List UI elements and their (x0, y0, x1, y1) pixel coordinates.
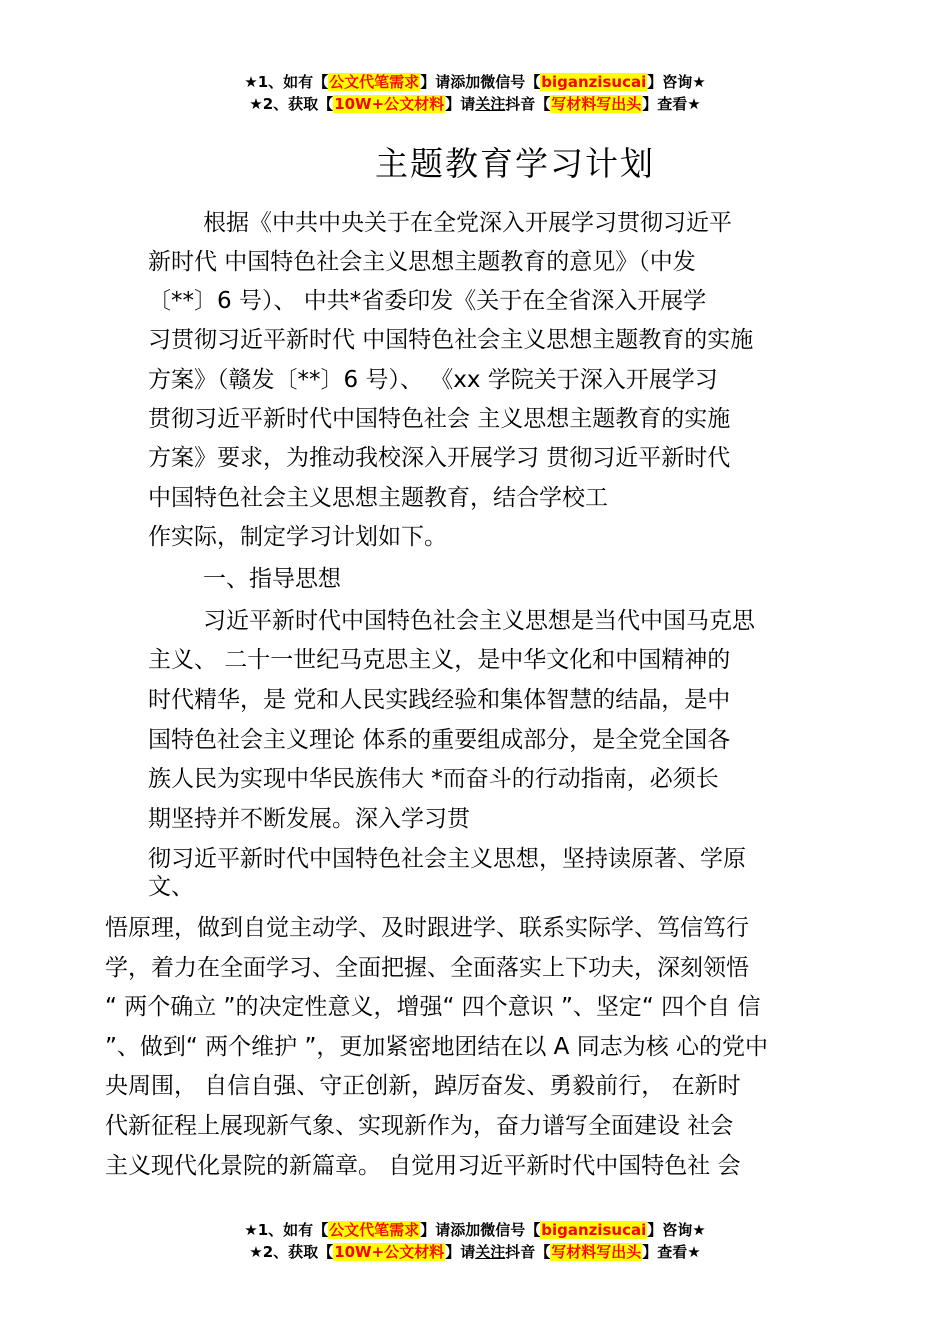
body-line: 彻习近平新时代中国特色社会主义思想，坚持读原著、学原 (148, 846, 746, 872)
body-line: 央周围， 自信自强、守正创新，踔厉奋发、勇毅前行， 在新时 (105, 1073, 741, 1099)
body-line: 主义现代化景院的新篇章。 自觉用习近平新时代中国特色社 会 (105, 1153, 741, 1179)
body-line: 代新征程上展现新气象、实现新作为，奋力谱写全面建设 社会 (105, 1113, 734, 1139)
body-line: 悟原理，做到自觉主动学、及时跟进学、联系实际学、笃信笃行 (105, 915, 749, 941)
body-line: 习近平新时代中国特色社会主义思想是当代中国马克思 (203, 608, 755, 634)
banner-line-1 (0, 71, 950, 93)
body-line: 贯彻习近平新时代中国特色社会 主义思想主题教育的实施 (148, 406, 731, 432)
body-line: “ 两个确立 ”的决定性意义，增强“ 四个意识 ”、坚定“ 四个自 信 (105, 994, 761, 1020)
banner-highlight-wechat: biganzisucai (541, 1221, 647, 1239)
banner-text: 】咨询★ (647, 1221, 706, 1239)
body-line: 新时代 中国特色社会主义思想主题教育的意见》（中发 (148, 249, 696, 275)
body-line: 〔**〕6 号）、 中共*省委印发《关于在全省深入开展学 (148, 288, 707, 314)
banner-highlight-wechat: biganzisucai (541, 73, 647, 91)
banner-highlight-materials: 10W+公文材料 (334, 1243, 445, 1261)
body-line: 方案》要求，为推动我校深入开展学习 贯彻习近平新时代 (148, 445, 731, 471)
body-line: 作实际，制定学习计划如下。 (148, 524, 447, 550)
banner-highlight-douyin: 写材料写出头 (551, 95, 642, 113)
body-line: 习贯彻习近平新时代 中国特色社会主义思想主题教育的实施 (148, 327, 754, 353)
body-line: 国特色社会主义理论 体系的重要组成部分，是全党全国各 (148, 727, 731, 753)
banner-highlight-service: 公文代笔需求 (329, 1221, 420, 1239)
banner-text: 】请添加微信号【 (420, 73, 541, 91)
body-line: 文、 (148, 874, 194, 900)
body-line: 根据《中共中央关于在全党深入开展学习贯彻习近平 (203, 210, 732, 236)
banner-text: 】咨询★ (647, 73, 706, 91)
banner-text: 抖音【 (505, 95, 551, 113)
body-line: 方案》（赣发〔**〕6 号）、 《xx 学院关于深入开展学习 (148, 367, 718, 393)
body-line: 中国特色社会主义思想主题教育，结合学校工 (148, 485, 608, 511)
banner-text: ★1、如有【 (244, 1221, 329, 1239)
banner-highlight-service: 公文代笔需求 (329, 73, 420, 91)
header-banner (0, 71, 950, 115)
banner-underline-follow: 关注 (475, 1243, 506, 1261)
banner-text: 】请 (445, 95, 476, 113)
banner-text: 】查看★ (642, 1243, 701, 1261)
banner-text: 】查看★ (642, 95, 701, 113)
body-line: 期坚持并不断发展。深入学习贯 (148, 806, 470, 832)
banner-line-1 (0, 1219, 950, 1241)
body-line: 族人民为实现中华民族伟大 *而奋斗的行动指南，必须长 (148, 766, 719, 792)
banner-text: 】请 (445, 1243, 476, 1261)
banner-text: 抖音【 (505, 1243, 551, 1261)
banner-text: ★2、获取【 (249, 95, 334, 113)
footer-banner (0, 1219, 950, 1263)
banner-text: 】请添加微信号【 (420, 1221, 541, 1239)
page-title: 主题教育学习计划 (375, 144, 655, 183)
body-line: 时代精华，是 党和人民实践经验和集体智慧的结晶，是中 (148, 687, 731, 713)
banner-text: ★1、如有【 (244, 73, 329, 91)
body-line: 主义、 二十一世纪马克思主义，是中华文化和中国精神的 (148, 647, 731, 673)
body-line: ”、做到“ 两个维护 ”，更加紧密地团结在以 A 同志为核 心的党中 (105, 1034, 769, 1060)
banner-underline-follow: 关注 (475, 95, 506, 113)
body-line: 学，着力在全面学习、全面把握、全面落实上下功夫，深刻领悟 (105, 955, 749, 981)
banner-highlight-materials: 10W+公文材料 (334, 95, 445, 113)
banner-highlight-douyin: 写材料写出头 (551, 1243, 642, 1261)
banner-line-2 (0, 93, 950, 115)
section-heading: 一、指导思想 (203, 566, 341, 592)
banner-text: ★2、获取【 (249, 1243, 334, 1261)
banner-line-2 (0, 1241, 950, 1263)
